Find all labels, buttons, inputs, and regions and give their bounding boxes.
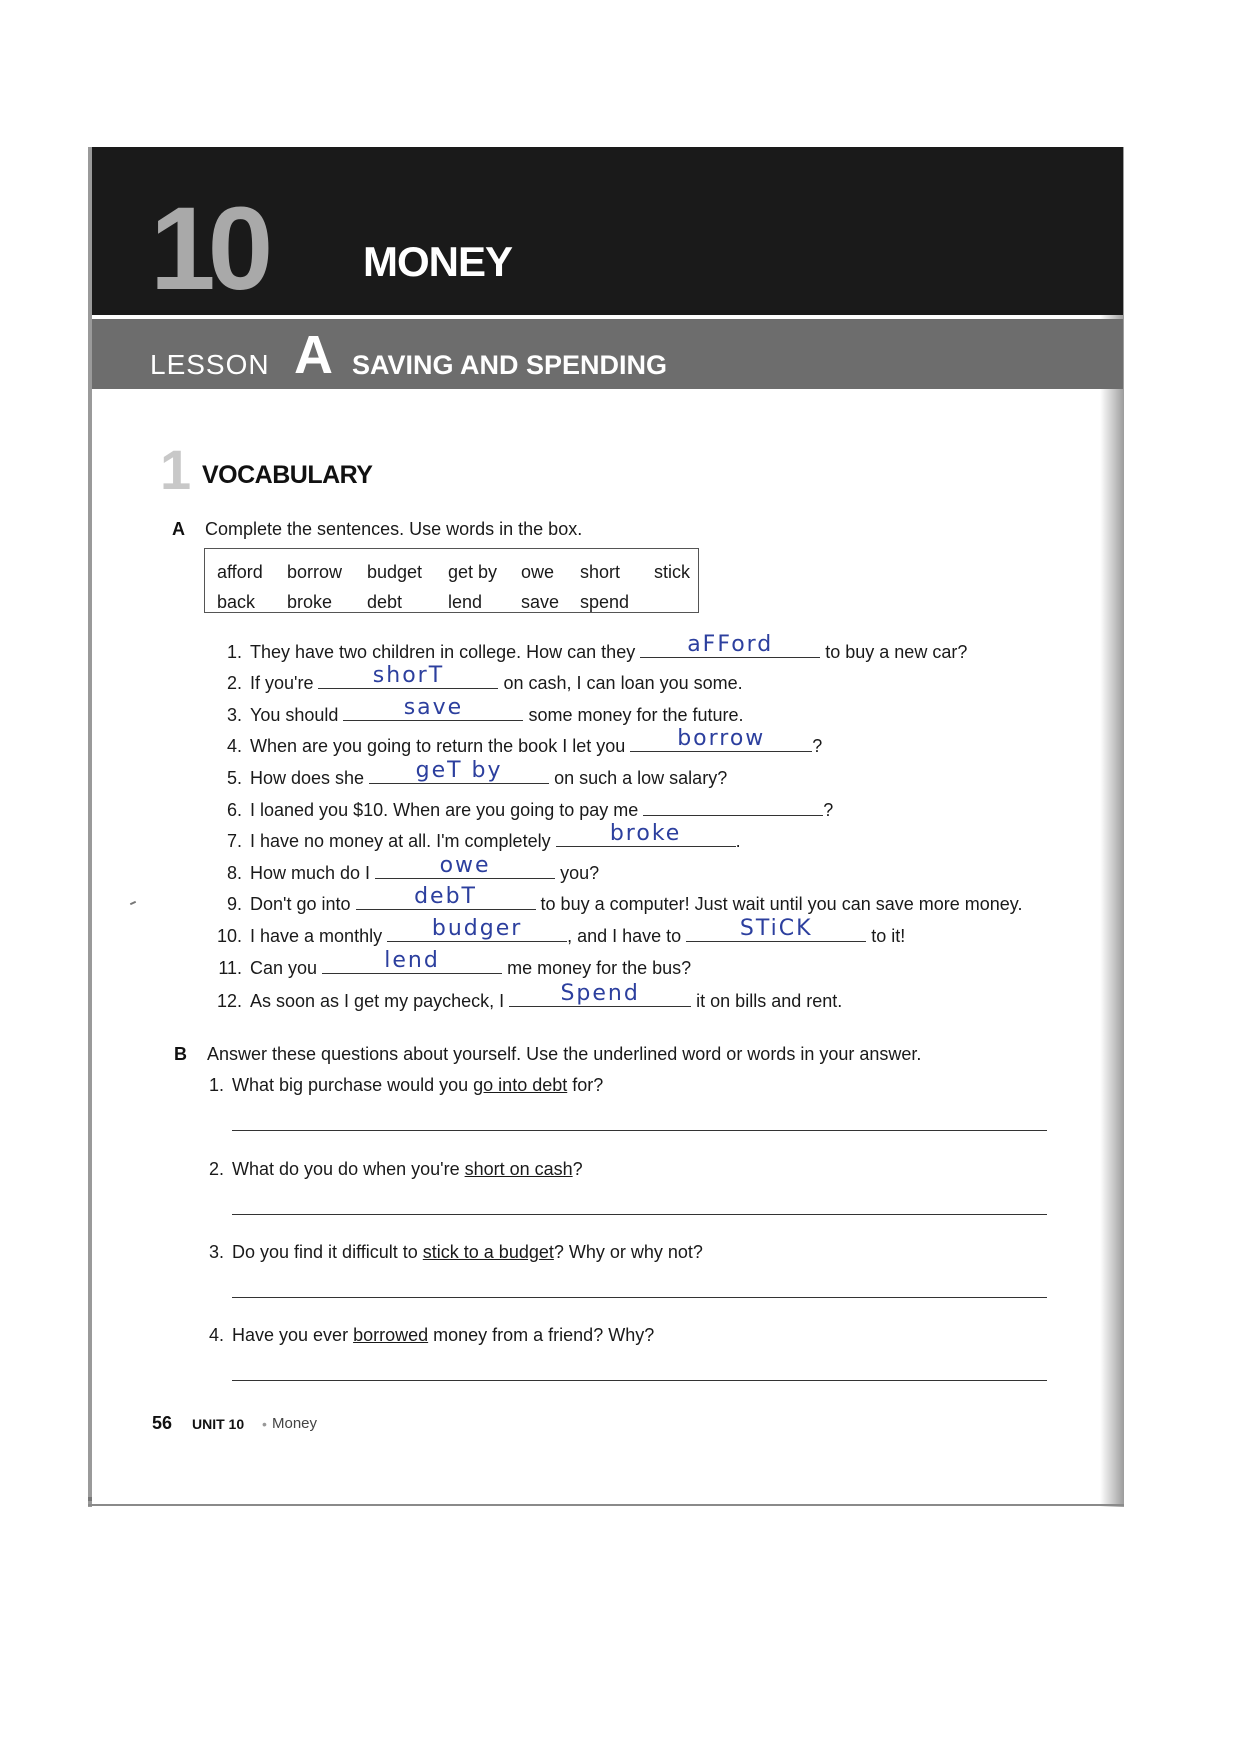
question-text-after: money from a friend? Why? bbox=[428, 1325, 655, 1345]
item-number: 11. bbox=[218, 958, 242, 978]
answer-blank[interactable] bbox=[630, 726, 812, 752]
handwritten-answer: lend bbox=[384, 948, 440, 973]
word-box-word: owe bbox=[521, 562, 555, 582]
handwritten-answer: shorT bbox=[372, 663, 445, 688]
handwritten-answer: budger bbox=[431, 916, 523, 941]
item-text-middle: , and I have to bbox=[567, 926, 682, 946]
footer-unit-name: Money bbox=[272, 1415, 318, 1432]
answer-line[interactable] bbox=[232, 1297, 1047, 1298]
item-text-before: When are you going to return the book I let you bbox=[250, 736, 626, 756]
item-text-after: to it! bbox=[871, 926, 906, 946]
item-text-before: You should bbox=[250, 705, 339, 725]
item-text-after: you? bbox=[560, 863, 600, 883]
item-number: 6. bbox=[226, 800, 242, 820]
part-b-instructions: Answer these questions about yourself. Use the underlined word or words in your answer. bbox=[207, 1044, 922, 1064]
exercise-item bbox=[208, 884, 1023, 916]
answer-blank[interactable] bbox=[343, 695, 523, 721]
item-number: 8. bbox=[226, 863, 242, 883]
handwritten-answer: broke bbox=[609, 821, 682, 846]
footer-unit-label: UNIT 10 bbox=[192, 1416, 245, 1432]
question-underlined-words: short on cash bbox=[464, 1159, 573, 1179]
question-number: 4. bbox=[208, 1325, 224, 1345]
item-text-before: I have no money at all. I'm completely bbox=[250, 831, 551, 851]
answer-blank[interactable] bbox=[509, 981, 691, 1007]
item-text-before: Don't go into bbox=[250, 894, 351, 914]
item-text-after: on cash, I can loan you some. bbox=[503, 673, 743, 693]
question-text-after: ? bbox=[572, 1159, 583, 1179]
exercise-item bbox=[208, 916, 906, 948]
answer-line[interactable] bbox=[232, 1214, 1047, 1215]
item-text-after: ? bbox=[823, 800, 834, 820]
answer-blank[interactable] bbox=[356, 884, 536, 910]
lesson-letter: A bbox=[294, 325, 333, 385]
exercise-item bbox=[208, 796, 833, 822]
exercise-item bbox=[208, 758, 728, 790]
item-number: 7. bbox=[226, 831, 242, 851]
exercise-item bbox=[208, 726, 823, 758]
item-text-before: As soon as I get my paycheck, I bbox=[250, 991, 505, 1011]
exercise-item bbox=[208, 853, 600, 885]
question-number: 1. bbox=[208, 1075, 224, 1095]
item-text-after: some money for the future. bbox=[528, 705, 744, 725]
question-text-before: What big purchase would you bbox=[232, 1075, 469, 1095]
question-number: 2. bbox=[208, 1159, 224, 1179]
item-text-before: I have a monthly bbox=[250, 926, 383, 946]
exercise-item bbox=[208, 981, 843, 1013]
answer-blank[interactable] bbox=[643, 796, 823, 816]
item-text-before: They have two children in college. How can they bbox=[250, 642, 636, 662]
question-text-after: ? Why or why not? bbox=[553, 1242, 703, 1262]
handwritten-answer: aFFord bbox=[687, 632, 774, 657]
word-box-word: get by bbox=[448, 562, 498, 582]
question-number: 3. bbox=[208, 1242, 224, 1262]
exercise-item bbox=[208, 948, 692, 980]
answer-blank[interactable] bbox=[318, 663, 498, 689]
handwritten-answer: Spend bbox=[560, 981, 640, 1006]
answer-blank[interactable] bbox=[640, 632, 820, 658]
item-text-before: If you're bbox=[250, 673, 314, 693]
page-number: 56 bbox=[152, 1413, 173, 1433]
question-item bbox=[198, 1323, 654, 1347]
question-underlined-words: stick to a budget bbox=[422, 1242, 554, 1262]
item-text-after: me money for the bus? bbox=[507, 958, 692, 978]
exercise-item bbox=[208, 695, 744, 727]
item-number: 5. bbox=[226, 768, 242, 788]
handwritten-answer: save bbox=[403, 695, 464, 720]
unit-number: 10 bbox=[150, 183, 266, 315]
word-box-word: short bbox=[580, 562, 621, 582]
item-number: 10. bbox=[216, 926, 242, 946]
item-text-before: I loaned you $10. When are you going to pay me bbox=[250, 800, 639, 820]
part-b-letter: B bbox=[174, 1044, 187, 1064]
handwritten-answer: owe bbox=[439, 853, 491, 878]
question-item bbox=[198, 1073, 603, 1097]
item-text-after: . bbox=[735, 831, 741, 851]
section-title: VOCABULARY bbox=[202, 461, 373, 489]
answer-blank[interactable] bbox=[387, 916, 567, 942]
word-box-word: back bbox=[217, 592, 256, 612]
question-item bbox=[198, 1157, 583, 1181]
answer-blank[interactable] bbox=[375, 853, 555, 879]
question-text-before: What do you do when you're bbox=[232, 1159, 460, 1179]
answer-line[interactable] bbox=[232, 1380, 1047, 1381]
word-box-word: broke bbox=[287, 592, 333, 612]
answer-blank[interactable] bbox=[322, 948, 502, 974]
lesson-title: SAVING AND SPENDING bbox=[352, 350, 668, 380]
lesson-word: LESSON bbox=[150, 349, 270, 380]
item-number: 12. bbox=[216, 991, 242, 1011]
question-underlined-words: go into debt bbox=[473, 1075, 568, 1095]
handwritten-answer: borrow bbox=[677, 726, 766, 751]
exercise-item bbox=[208, 821, 741, 853]
question-text-after: for? bbox=[567, 1075, 604, 1095]
handwritten-answer: STiCK bbox=[739, 916, 813, 941]
answer-blank[interactable] bbox=[556, 821, 736, 847]
section-number: 1 bbox=[160, 438, 192, 501]
question-item bbox=[198, 1240, 703, 1264]
answer-line[interactable] bbox=[232, 1130, 1047, 1131]
word-box-word: stick bbox=[654, 562, 690, 582]
handwritten-answer: debT bbox=[414, 884, 477, 909]
word-box-word: budget bbox=[367, 562, 423, 582]
item-number: 9. bbox=[226, 894, 242, 914]
scan-speck bbox=[88, 1497, 92, 1501]
item-number: 1. bbox=[226, 642, 242, 662]
item-text-before: How does she bbox=[250, 768, 365, 788]
handwritten-answer: geT by bbox=[415, 758, 503, 783]
item-text-after: to buy a computer! Just wait until you can save more money. bbox=[540, 894, 1023, 914]
part-a-letter: A bbox=[172, 519, 185, 539]
part-a-instructions: Complete the sentences. Use words in the box. bbox=[205, 519, 583, 539]
word-box-word: debt bbox=[367, 592, 403, 612]
word-box-word: lend bbox=[448, 592, 483, 612]
item-number: 3. bbox=[226, 705, 242, 725]
word-box-word: borrow bbox=[287, 562, 343, 582]
word-box-word: spend bbox=[580, 592, 630, 612]
item-text-before: How much do I bbox=[250, 863, 371, 883]
item-text-after: ? bbox=[812, 736, 823, 756]
item-text-after: to buy a new car? bbox=[825, 642, 968, 662]
question-text-before: Have you ever bbox=[232, 1325, 349, 1345]
answer-blank[interactable] bbox=[369, 758, 549, 784]
footer-separator: • bbox=[262, 1416, 267, 1432]
question-text-before: Do you find it difficult to bbox=[232, 1242, 418, 1262]
word-box-word: save bbox=[521, 592, 560, 612]
page-edge-bottom bbox=[88, 1504, 1124, 1506]
exercise-item bbox=[208, 632, 968, 664]
unit-title: MONEY bbox=[363, 238, 513, 285]
question-underlined-words: borrowed bbox=[353, 1325, 429, 1345]
item-number: 4. bbox=[226, 736, 242, 756]
exercise-item bbox=[208, 663, 743, 695]
word-box-word: afford bbox=[217, 562, 263, 582]
item-text-after: on such a low salary? bbox=[554, 768, 728, 788]
item-text-before: Can you bbox=[250, 958, 318, 978]
answer-blank[interactable] bbox=[686, 916, 866, 942]
item-text-after: it on bills and rent. bbox=[696, 991, 843, 1011]
item-number: 2. bbox=[226, 673, 242, 693]
